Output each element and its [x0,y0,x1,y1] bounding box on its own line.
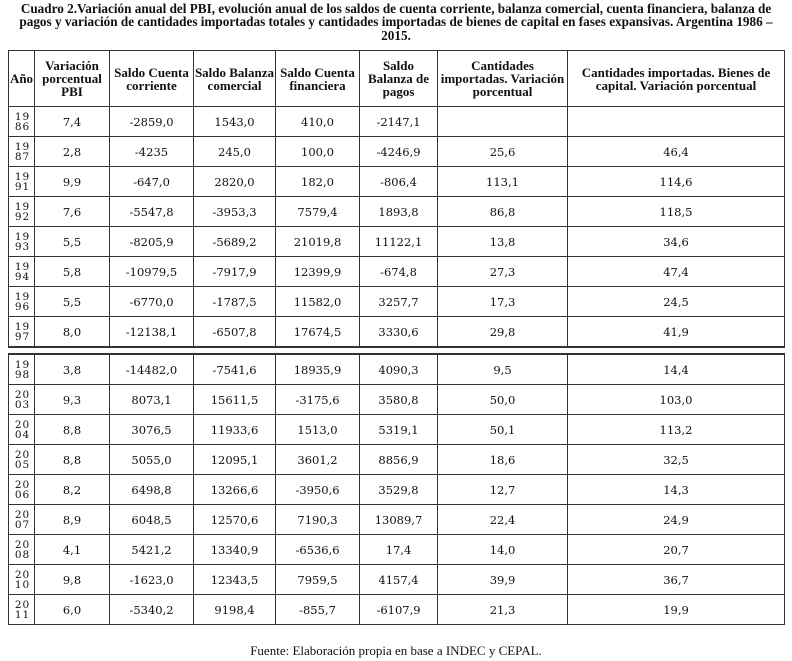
imports-variation-cell: 17,3 [438,287,568,317]
table-row [9,354,785,385]
trade-balance-cell: 9198,4 [194,595,276,625]
table-row [9,257,785,287]
gdp-cell: 9,3 [35,385,110,415]
financial-account-cell: 182,0 [276,167,360,197]
trade-balance-cell: 12570,6 [194,505,276,535]
balance-of-payments-cell: -4246,9 [360,137,438,167]
capital-goods-cell: 46,4 [568,137,785,167]
balance-of-payments-cell: -806,4 [360,167,438,197]
current-account-cell: -5547,8 [110,197,194,227]
imports-variation-cell: 50,0 [438,385,568,415]
balance-of-payments-cell: -6107,9 [360,595,438,625]
imports-variation-cell: 113,1 [438,167,568,197]
year-cell: 1994 [9,257,35,287]
table-row [9,595,785,625]
balance-of-payments-cell: 13089,7 [360,505,438,535]
current-account-cell: 3076,5 [110,415,194,445]
financial-account-cell: 21019,8 [276,227,360,257]
capital-goods-cell: 103,0 [568,385,785,415]
current-account-cell: -10979,5 [110,257,194,287]
gdp-cell: 3,8 [35,354,110,385]
gdp-cell: 5,5 [35,287,110,317]
trade-balance-cell: 13340,9 [194,535,276,565]
capital-goods-cell: 47,4 [568,257,785,287]
gdp-cell: 9,8 [35,565,110,595]
gdp-cell: 7,4 [35,107,110,137]
financial-account-cell: 7190,3 [276,505,360,535]
current-account-cell: 6498,8 [110,475,194,505]
current-account-cell: -647,0 [110,167,194,197]
header-gdp-variation: Variación porcentual PBI [35,51,110,107]
imports-variation-cell: 18,6 [438,445,568,475]
current-account-cell: 5421,2 [110,535,194,565]
header-row [9,51,785,107]
balance-of-payments-cell: -2147,1 [360,107,438,137]
year-cell: 1996 [9,287,35,317]
header-capital-goods-variation: Cantidades importadas. Bienes de capital. Variación porcentual [568,51,785,107]
imports-variation-cell: 50,1 [438,415,568,445]
current-account-cell: -4235 [110,137,194,167]
table-caption [4,2,788,42]
balance-of-payments-cell: 4157,4 [360,565,438,595]
balance-of-payments-cell: 3330,6 [360,317,438,348]
financial-account-cell: 100,0 [276,137,360,167]
year-cell: 2011 [9,595,35,625]
trade-balance-cell: 1543,0 [194,107,276,137]
financial-account-cell: 7579,4 [276,197,360,227]
trade-balance-cell: 2820,0 [194,167,276,197]
table-row [9,475,785,505]
table-row [9,385,785,415]
balance-of-payments-cell: 4090,3 [360,354,438,385]
trade-balance-cell: -3953,3 [194,197,276,227]
gdp-cell: 6,0 [35,595,110,625]
capital-goods-cell: 114,6 [568,167,785,197]
balance-of-payments-cell: 3529,8 [360,475,438,505]
imports-variation-cell [438,107,568,137]
imports-variation-cell: 13,8 [438,227,568,257]
year-cell: 2007 [9,505,35,535]
table-row [9,565,785,595]
capital-goods-cell: 14,3 [568,475,785,505]
caption-label: Cuadro 2. [20,1,77,16]
table-row [9,107,785,137]
imports-variation-cell: 12,7 [438,475,568,505]
financial-account-cell: 18935,9 [276,354,360,385]
current-account-cell: -14482,0 [110,354,194,385]
caption-text: Variación anual del PBI, evolución anual de los saldos de cuenta corriente, balanza comercial, cuenta financiera, balanza de pagos y variación de cantidades importadas totales y cantidades importadas de bienes de capital en fases expansivas. Argentina 1986 – 2015. [19,1,773,43]
year-cell: 2008 [9,535,35,565]
imports-variation-cell: 39,9 [438,565,568,595]
gdp-cell: 8,8 [35,415,110,445]
year-cell: 2004 [9,415,35,445]
header-imports-variation: Cantidades importadas. Variación porcentual [438,51,568,107]
capital-goods-cell: 34,6 [568,227,785,257]
balance-of-payments-cell: 17,4 [360,535,438,565]
gdp-cell: 8,8 [35,445,110,475]
financial-account-cell: -3175,6 [276,385,360,415]
gdp-cell: 4,1 [35,535,110,565]
year-cell: 1998 [9,354,35,385]
table-row [9,227,785,257]
trade-balance-cell: 15611,5 [194,385,276,415]
capital-goods-cell: 113,2 [568,415,785,445]
trade-balance-cell: 245,0 [194,137,276,167]
balance-of-payments-cell: 1893,8 [360,197,438,227]
financial-account-cell: 17674,5 [276,317,360,348]
year-cell: 1987 [9,137,35,167]
imports-variation-cell: 22,4 [438,505,568,535]
balance-of-payments-cell: -674,8 [360,257,438,287]
year-cell: 2003 [9,385,35,415]
separator-cell [9,347,785,354]
imports-variation-cell: 86,8 [438,197,568,227]
table-row [9,197,785,227]
trade-balance-cell: 12343,5 [194,565,276,595]
trade-balance-cell: -1787,5 [194,287,276,317]
group-separator [9,347,785,354]
current-account-cell: 8073,1 [110,385,194,415]
capital-goods-cell: 19,9 [568,595,785,625]
gdp-cell: 9,9 [35,167,110,197]
gdp-cell: 8,2 [35,475,110,505]
current-account-cell: -12138,1 [110,317,194,348]
financial-account-cell: 7959,5 [276,565,360,595]
trade-balance-cell: 11933,6 [194,415,276,445]
source-note: Fuente: Elaboración propia en base a INDEC y CEPAL. [250,643,542,658]
imports-variation-cell: 25,6 [438,137,568,167]
balance-of-payments-cell: 8856,9 [360,445,438,475]
current-account-cell: -6770,0 [110,287,194,317]
capital-goods-cell [568,107,785,137]
current-account-cell: -5340,2 [110,595,194,625]
trade-balance-cell: -6507,8 [194,317,276,348]
table-row [9,287,785,317]
balance-of-payments-cell: 11122,1 [360,227,438,257]
gdp-cell: 5,8 [35,257,110,287]
table-row [9,415,785,445]
year-cell: 2006 [9,475,35,505]
year-cell: 1986 [9,107,35,137]
year-cell: 1992 [9,197,35,227]
balance-of-payments-cell: 5319,1 [360,415,438,445]
capital-goods-cell: 14,4 [568,354,785,385]
current-account-cell: 5055,0 [110,445,194,475]
table-row [9,505,785,535]
current-account-cell: -2859,0 [110,107,194,137]
financial-account-cell: -3950,6 [276,475,360,505]
current-account-cell: -8205,9 [110,227,194,257]
financial-account-cell: 3601,2 [276,445,360,475]
table-row [9,167,785,197]
data-table [8,50,785,625]
header-year: Año [9,51,35,107]
capital-goods-cell: 36,7 [568,565,785,595]
trade-balance-cell: -5689,2 [194,227,276,257]
current-account-cell: 6048,5 [110,505,194,535]
financial-account-cell: 11582,0 [276,287,360,317]
capital-goods-cell: 24,9 [568,505,785,535]
table-body [9,107,785,625]
header-current-account: Saldo Cuenta corriente [110,51,194,107]
header-balance-of-payments: Saldo Balanza de pagos [360,51,438,107]
imports-variation-cell: 14,0 [438,535,568,565]
financial-account-cell: 12399,9 [276,257,360,287]
trade-balance-cell: -7917,9 [194,257,276,287]
table-row [9,445,785,475]
table-row [9,535,785,565]
imports-variation-cell: 9,5 [438,354,568,385]
capital-goods-cell: 118,5 [568,197,785,227]
gdp-cell: 7,6 [35,197,110,227]
capital-goods-cell: 41,9 [568,317,785,348]
financial-account-cell: 410,0 [276,107,360,137]
capital-goods-cell: 32,5 [568,445,785,475]
imports-variation-cell: 21,3 [438,595,568,625]
year-cell: 1991 [9,167,35,197]
table-row [9,317,785,348]
balance-of-payments-cell: 3580,8 [360,385,438,415]
capital-goods-cell: 20,7 [568,535,785,565]
year-cell: 1993 [9,227,35,257]
financial-account-cell: -6536,6 [276,535,360,565]
year-cell: 2005 [9,445,35,475]
header-trade-balance: Saldo Balanza comercial [194,51,276,107]
gdp-cell: 8,9 [35,505,110,535]
capital-goods-cell: 24,5 [568,287,785,317]
year-cell: 2010 [9,565,35,595]
trade-balance-cell: -7541,6 [194,354,276,385]
trade-balance-cell: 12095,1 [194,445,276,475]
trade-balance-cell: 13266,6 [194,475,276,505]
current-account-cell: -1623,0 [110,565,194,595]
gdp-cell: 5,5 [35,227,110,257]
gdp-cell: 2,8 [35,137,110,167]
table-row [9,137,785,167]
financial-account-cell: 1513,0 [276,415,360,445]
financial-account-cell: -855,7 [276,595,360,625]
year-cell: 1997 [9,317,35,348]
imports-variation-cell: 29,8 [438,317,568,348]
balance-of-payments-cell: 3257,7 [360,287,438,317]
gdp-cell: 8,0 [35,317,110,348]
header-financial-account: Saldo Cuenta financiera [276,51,360,107]
imports-variation-cell: 27,3 [438,257,568,287]
